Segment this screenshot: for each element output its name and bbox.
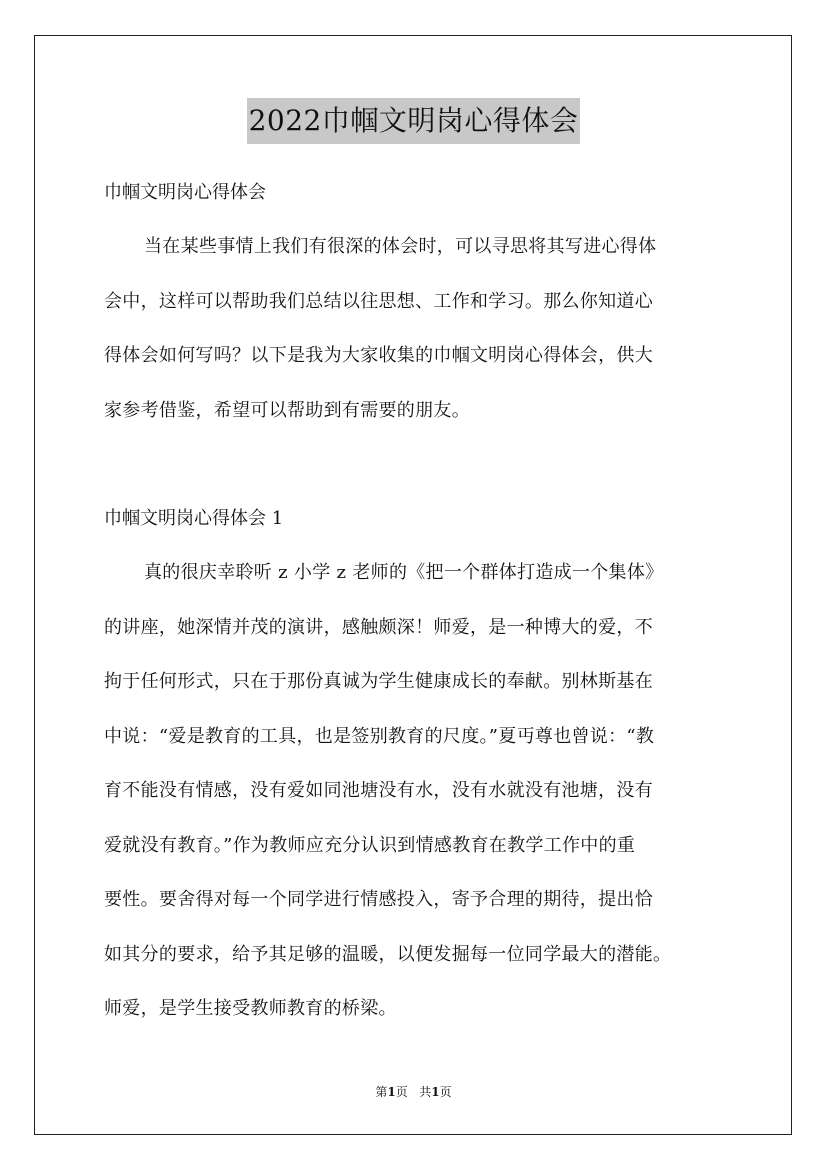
footer-total-unit: 页	[439, 1085, 452, 1099]
footer-page-label: 第	[375, 1085, 388, 1099]
body-line: 的讲座，她深情并茂的演讲，感触颇深！师爱，是一种博大的爱，不	[104, 616, 653, 638]
section-heading-1: 巾帼文明岗心得体会 1	[104, 508, 284, 529]
intro-line: 当在某些事情上我们有很深的体会时，可以寻思将其写进心得体	[144, 236, 657, 257]
page-footer	[0, 1083, 827, 1101]
title-container	[0, 98, 827, 144]
body-line: 真的很庆幸聆听 z 小学 z 老师的《把一个群体打造成一个集体》	[144, 562, 664, 583]
body-line: 拘于任何形式，只在于那份真诚为学生健康成长的奉献。别林斯基在	[104, 671, 653, 692]
body-line: 要性。要舍得对每一个同学进行情感投入，寄予合理的期待，提出恰	[104, 889, 653, 910]
body-line: 中说：“爱是教育的工具，也是签别教育的尺度。”夏丏尊也曾说：“教	[104, 725, 655, 747]
intro-paragraph	[104, 235, 744, 453]
intro-line: 得体会如何写吗？以下是我为大家收集的巾帼文明岗心得体会，供大	[104, 345, 653, 366]
section-heading-intro: 巾帼文明岗心得体会	[104, 182, 266, 203]
body-line: 育不能没有情感，没有爱如同池塘没有水，没有水就没有池塘，没有	[104, 780, 653, 801]
footer-page-number: 1	[387, 1085, 396, 1099]
body-line: 爱就没有教育。”作为教师应充分认识到情感教育在教学工作中的重	[104, 834, 636, 856]
intro-line: 会中，这样可以帮助我们总结以往思想、工作和学习。那么你知道心	[104, 290, 653, 312]
body-paragraph	[104, 561, 744, 1052]
body-line: 如其分的要求，给予其足够的温暖，以便发掘每一位同学最大的潜能。	[104, 943, 672, 965]
body-line: 师爱，是学生接受教师教育的桥梁。	[104, 998, 397, 1019]
footer-page-unit: 页	[395, 1085, 408, 1099]
document-title: 2022巾帼文明岗心得体会	[247, 98, 581, 144]
intro-line: 家参考借鉴，希望可以帮助到有需要的朋友。	[104, 399, 470, 421]
footer-total-number: 1	[431, 1085, 440, 1099]
footer-total-label: 共	[419, 1085, 432, 1099]
